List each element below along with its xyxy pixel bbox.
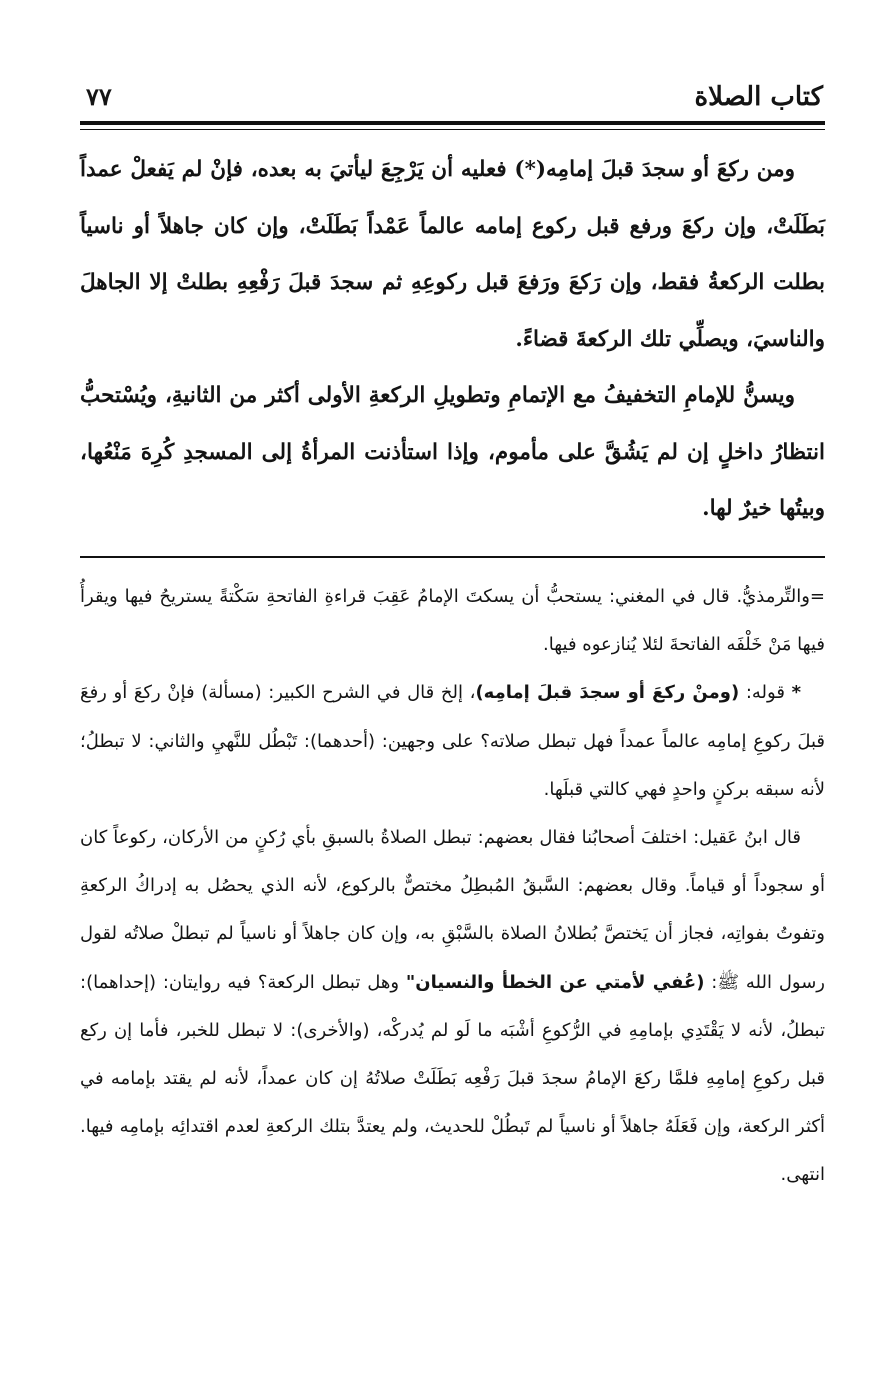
footnote-star-text: ، إلخ قال في الشرح الكبير: (مسألة) فإنْ ركعَ أو رفعَ قبلَ ركوعِ إمامِه عالماً عمداً فهل تبطل صلاته؟ على وجهين: (أحدهما): تَبْطُل للنَّهيِ والثاني: لا تبطلُ؛ لأنه سبقه بركنٍ واحدٍ فهي كالتي قبلَها. xyxy=(80,682,825,800)
footnote-ibn-aqil-text-a: قال ابنُ عَقيل: اختلفَ أصحابُنا فقال بعضهم: تبطل الصلاةُ بالسبقِ بأي رُكنٍ من الأركان، ركوعاً كان أو سجوداً أو قياماً. وقال بعضهم: السَّبقُ المُبطِلُ مختصٌّ بالركوع، لأنه الذي يحصُل به إدراكُ الركعةِ وتفوتُ بفواتِه، فجاز أن يَختصَّ بُطلانُ الصلاة بالسَّبْقِ به، وإن كان جاهلاً أو ناسياً لم تبطلْ صلاتُه لقول رسول الله ﷺ: xyxy=(80,827,825,993)
footnote-ibn-aqil xyxy=(80,814,825,1200)
page-header xyxy=(80,78,825,120)
chapter-title: كتاب الصلاة xyxy=(694,82,823,112)
footnote-star xyxy=(80,669,825,814)
footnote-separator xyxy=(80,556,825,558)
main-text xyxy=(80,142,825,538)
asterisk-marker: * xyxy=(791,682,801,704)
page-number: ٧٧ xyxy=(86,82,112,111)
footnote-ibn-aqil-text-b: وهل تبطل الركعة؟ فيه روايتان: (إحداهما): تبطلُ، لأنه لا يَقْتَدِي بإمامِهِ في الرُّكوعِ أشْبَه ما لَو لم يُدركْه، (والأخرى): لا تبطل للخبر، فأما إن ركع قبل ركوعِ إمامِهِ فلمَّا ركعَ الإمامُ سجدَ قبلَ رَفْعِه بَطَلَتْ صلاتُهُ إن كان عمداً، لأنه لم يقتد بإمامه في أكثر الركعة، وإن فَعَلَهُ جاهلاً أو ناسياً لم تَبطُلْ للحديث، ولم يعتدَّ بتلك الركعةِ لعدم اقتدائِه بإمامِه فيها. انتهى. xyxy=(80,971,825,1186)
footnotes xyxy=(80,573,825,1200)
footnote-lead: قوله: xyxy=(745,682,785,704)
header-rule-thin xyxy=(80,129,825,130)
hadith-quote: (عُفي لأمتي عن الخطأ والنسيان" xyxy=(405,971,705,993)
footnote-quote: (ومنْ ركعَ أو سجدَ قبلَ إمامِه) xyxy=(475,682,740,704)
main-paragraph-2: ويسنُّ للإمامِ التخفيفُ مع الإتمامِ وتطويلِ الركعةِ الأولى أكثر من الثانيةِ، ويُسْتحبُّ انتظارُ داخلٍ إن لم يَشُقَّ على مأموم، وإذا استأذنت المرأةُ إلى المسجدِ كُرِهَ مَنْعُها، وبيتُها خيرٌ لها. xyxy=(80,383,825,521)
main-paragraph-1: ومن ركعَ أو سجدَ قبلَ إمامِه(*) فعليه أن يَرْجِعَ ليأتيَ به بعده، فإنْ لم يَفعلْ عمداً بَطَلَتْ، وإن ركعَ ورفع قبل ركوع إمامه عالماً عَمْداً بَطَلَتْ، وإن كان جاهلاً أو ناسياً بطلت الركعةُ فقط، وإن رَكعَ ورَفعَ قبل ركوعِهِ ثم سجدَ قبلَ رَفْعِهِ بطلتْ إلا الجاهلَ والناسيَ، ويصلِّي تلك الركعةَ قضاءً. xyxy=(80,157,825,352)
header-rule-thick xyxy=(80,121,825,125)
footnote-continuation: =والتِّرمذيُّ. قال في المغني: يستحبُّ أن يسكتَ الإمامُ عَقِبَ قراءةِ الفاتحةِ سَكْتةً يستريحُ فيها ويقرأُ فيها مَنْ خَلْفَه الفاتحةَ لئلا يُنازعوه فيها. xyxy=(80,586,825,656)
